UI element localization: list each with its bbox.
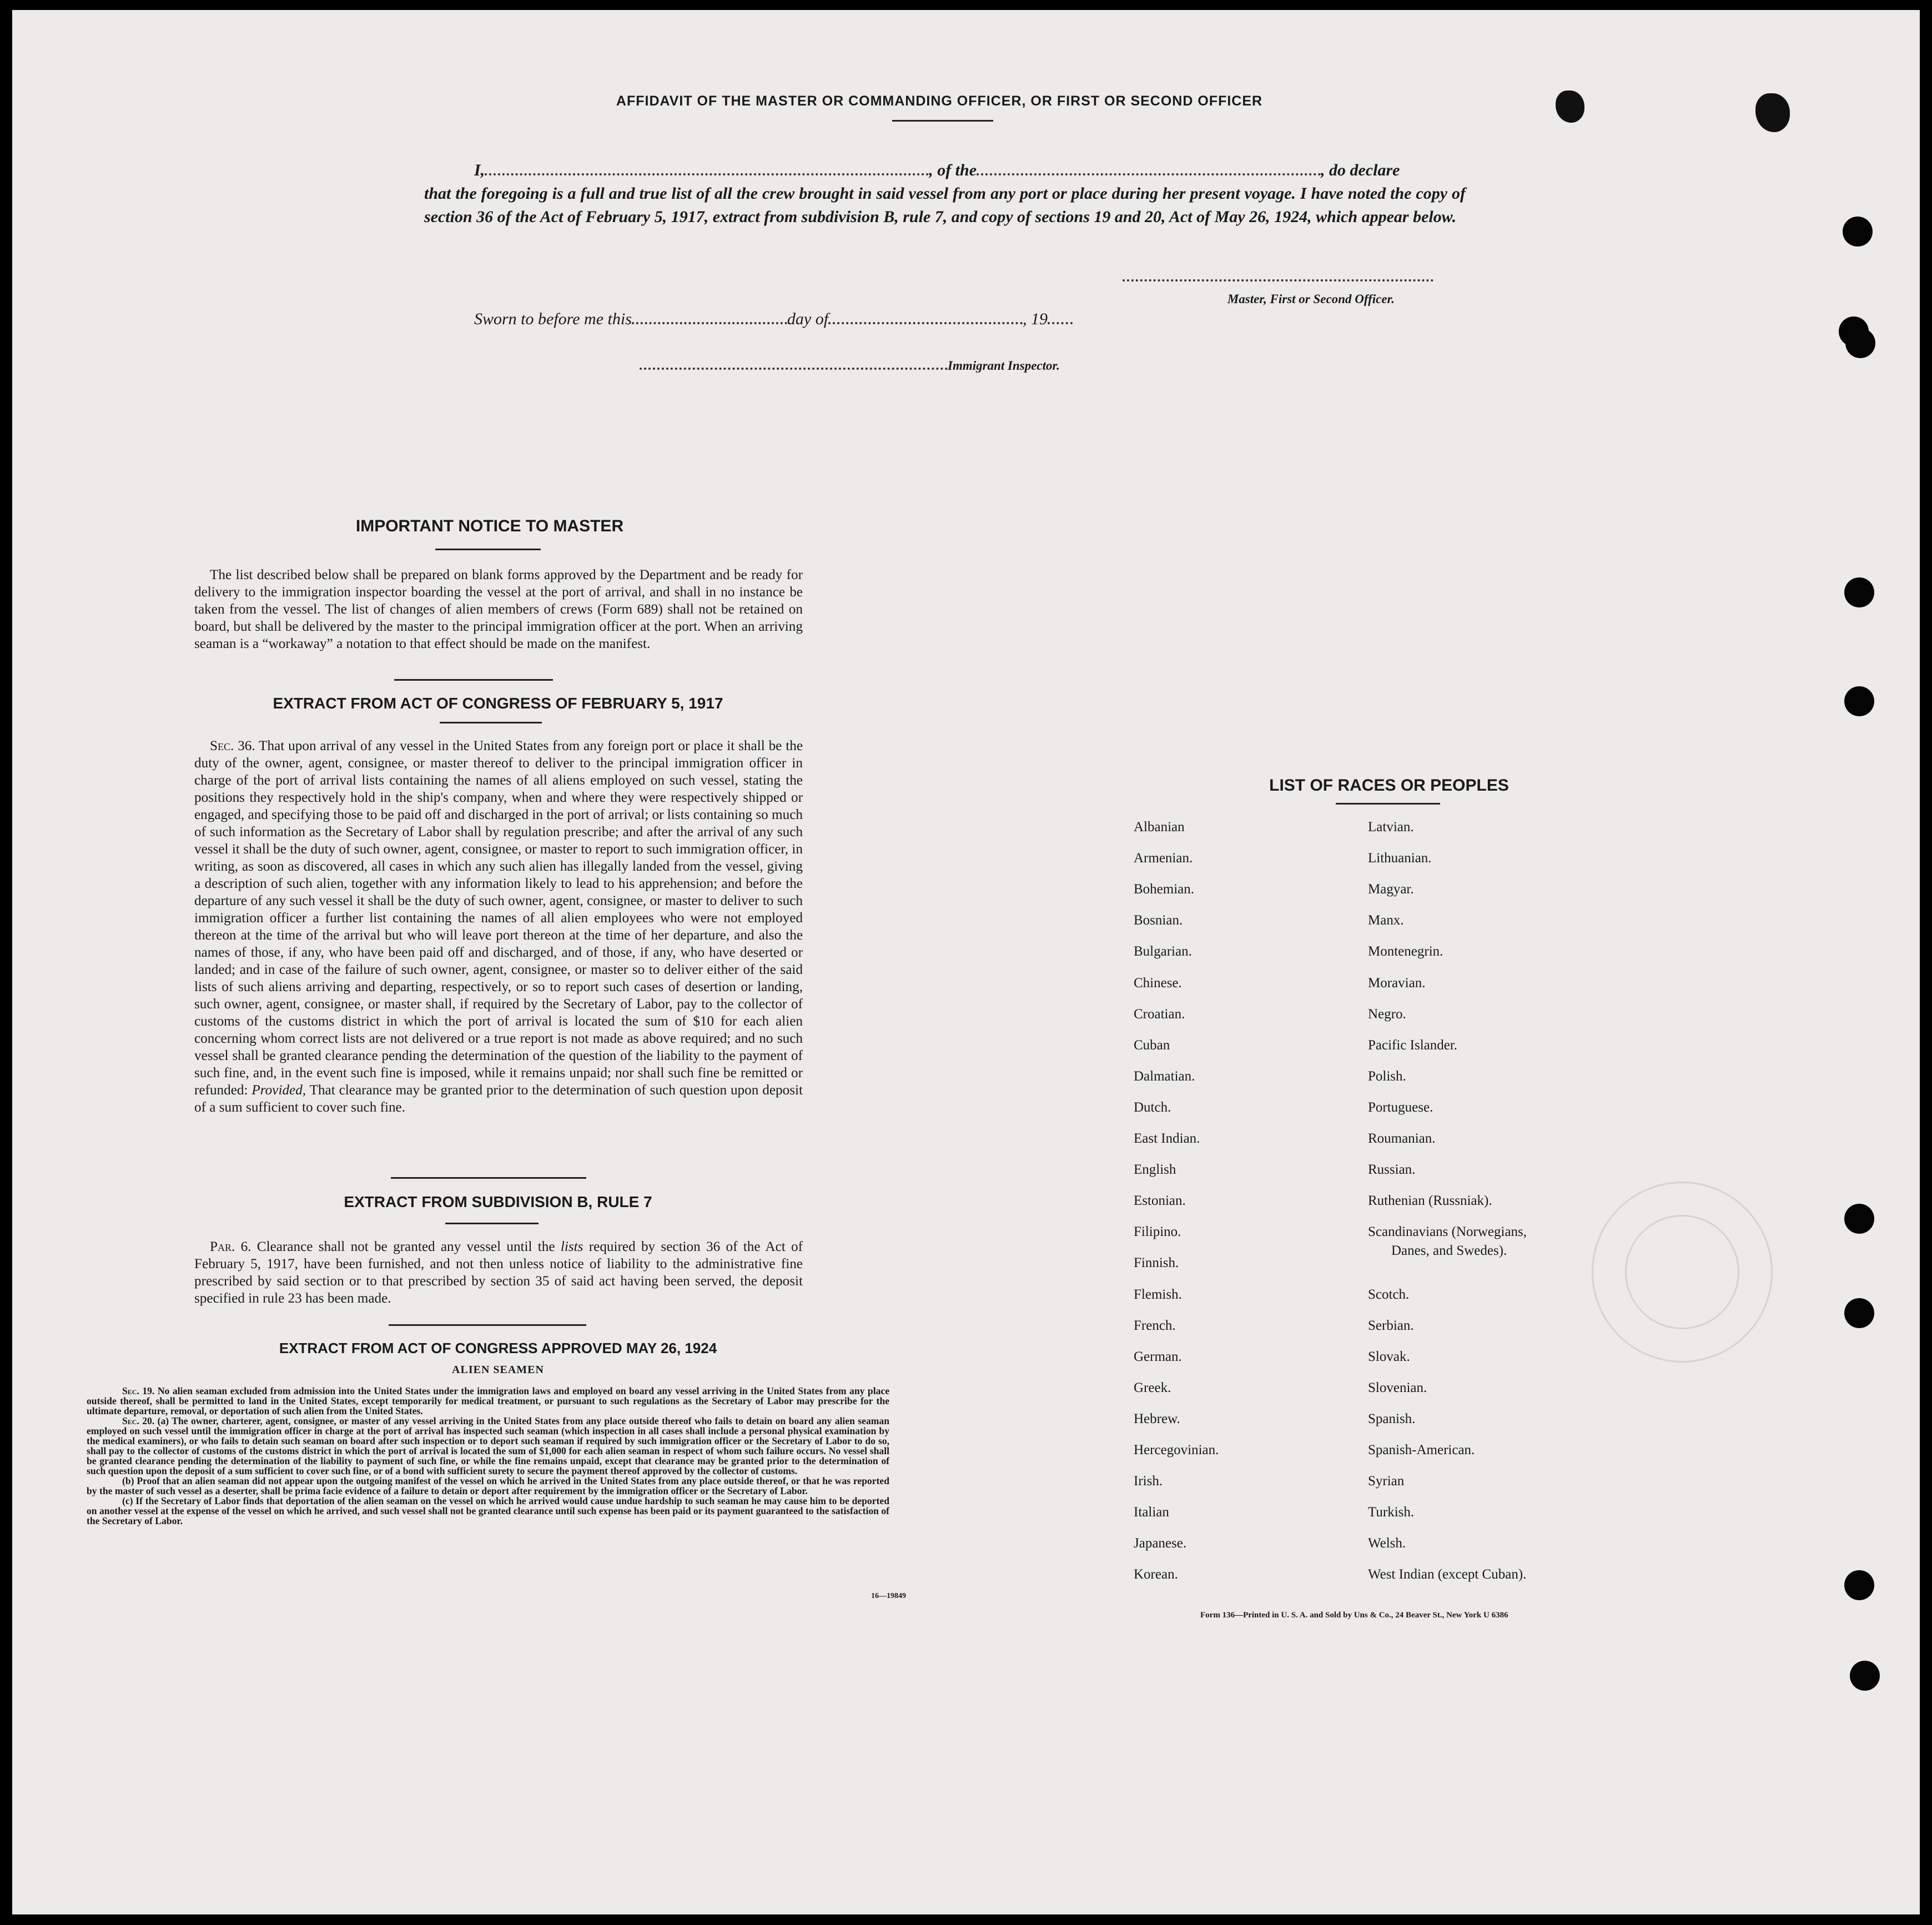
- race-item: Lithuanian.: [1368, 851, 1432, 866]
- signature-line: [1123, 279, 1433, 282]
- race-item: Bohemian.: [1134, 882, 1195, 897]
- race-item: Estonian.: [1134, 1193, 1186, 1209]
- race-item: Serbian.: [1368, 1318, 1414, 1333]
- sections-19-20-text: [87, 1386, 889, 1526]
- race-item: Magyar.: [1368, 882, 1414, 897]
- affidavit-heading: AFFIDAVIT OF THE MASTER OR COMMANDING OFFICER, OR FIRST OR SECOND OFFICER: [616, 93, 1263, 109]
- race-item: Turkish.: [1368, 1505, 1415, 1520]
- race-item: Japanese.: [1134, 1536, 1187, 1551]
- race-item: Croatian.: [1134, 1006, 1185, 1022]
- race-item: English: [1134, 1162, 1176, 1178]
- heading-rule: [892, 120, 993, 122]
- sworn-line: [474, 310, 1168, 329]
- race-item: Negro.: [1368, 1006, 1406, 1022]
- ink-blot: [1556, 91, 1584, 123]
- race-item: German.: [1134, 1349, 1182, 1364]
- punch-hole: [1844, 686, 1874, 716]
- ink-blot: [1755, 93, 1790, 132]
- punch-hole: [1845, 328, 1875, 358]
- vessel-blank: [977, 173, 1321, 175]
- sec20b-body: (b) Proof that an alien seaman did not appear upon the outgoing manifest of the vessel on which he arrived in the United States from any place outside thereof, or that he was reported by the master of such vessel as a deserter, shall be prima facie evidence of a failure to detain or deport after requirement by the immigration officer or the Secretary of Labor.: [87, 1475, 889, 1496]
- inspector-label: Immigrant Inspector.: [948, 359, 1060, 373]
- sec36-text: [194, 737, 803, 1116]
- affidavit-body: that the foregoing is a full and true list of all the crew brought in said vessel from any port or place during her present voyage. I have noted the copy of section 36 of the Act of February 5, 1917, extract from subdivision B, rule 7, and copy of sections 19 and 20, Act of May 26, 1924, which appear below.: [424, 184, 1466, 226]
- race-item: Finnish.: [1134, 1255, 1179, 1271]
- race-item: Irish.: [1134, 1474, 1163, 1489]
- race-item: Welsh.: [1368, 1536, 1406, 1551]
- race-item: Moravian.: [1368, 975, 1426, 991]
- race-item: Flemish.: [1134, 1286, 1182, 1302]
- sec19-body: No alien seaman excluded from admission into the United States under the immigration laws and employed on board any vessel arriving in the United States from any place outside thereof, shall be permitted to land in the United States, except temporarily for medical treatment, or pursuant to such regulations as the Secretary of Labor may prescribe for the ultimate departure, removal, or deportation of such alien from the United States.: [87, 1385, 890, 1416]
- alien-seamen-subheading: ALIEN SEAMEN: [452, 1364, 544, 1376]
- rule7-rule: [445, 1223, 539, 1224]
- race-item: Pacific Islander.: [1368, 1037, 1458, 1053]
- race-item: Bosnian.: [1134, 913, 1183, 928]
- race-item: Albanian: [1134, 820, 1185, 835]
- inspector-line: [640, 359, 1111, 373]
- embossed-seal-inner: [1625, 1215, 1739, 1329]
- sec36-body-end: That clearance may be granted prior to the determination of such question upon deposit of a sum sufficient to cover such fine.: [194, 1083, 803, 1115]
- extract-1917-heading: EXTRACT FROM ACT OF CONGRESS OF FEBRUARY 5, 1917: [273, 695, 723, 712]
- race-item: Bulgarian.: [1134, 944, 1192, 959]
- race-item: Spanish-American.: [1368, 1443, 1475, 1457]
- section-divider: [389, 1324, 586, 1326]
- punch-hole: [1844, 1204, 1874, 1234]
- day-of-label: day of: [787, 310, 829, 328]
- extract-1924-heading: EXTRACT FROM ACT OF CONGRESS APPROVED MAY 26, 1924: [279, 1340, 717, 1356]
- race-item: Manx.: [1368, 913, 1404, 928]
- sec20c-paragraph: [87, 1496, 889, 1526]
- race-item: Russian.: [1368, 1162, 1416, 1178]
- race-item: Montenegrin.: [1368, 944, 1443, 959]
- race-item: Korean.: [1134, 1567, 1178, 1582]
- race-item: Dalmatian.: [1134, 1068, 1195, 1084]
- race-item: Scandinavians (Norwegians,: [1368, 1224, 1527, 1240]
- race-item: Cuban: [1134, 1037, 1170, 1053]
- race-item: Spanish.: [1368, 1411, 1416, 1426]
- notice-text: [194, 566, 803, 652]
- printer-footer: Form 136—Printed in U. S. A. and Sold by Uns & Co., 24 Beaver St., New York U 6386: [1200, 1611, 1508, 1620]
- lists-word: lists: [560, 1239, 583, 1254]
- race-item: Greek.: [1134, 1380, 1171, 1395]
- race-item: Portuguese.: [1368, 1099, 1433, 1115]
- sworn-day-blank: [632, 322, 787, 324]
- sworn-prefix: Sworn to before me this: [474, 310, 632, 328]
- punch-hole: [1844, 1298, 1874, 1328]
- par6-body: Clearance shall not be granted any vessel until the: [256, 1239, 555, 1254]
- race-item: Latvian.: [1368, 820, 1414, 835]
- race-item: Ruthenian (Russniak).: [1368, 1193, 1492, 1209]
- notice-rule: [435, 549, 541, 550]
- race-item: Italian: [1134, 1505, 1169, 1520]
- punch-hole: [1844, 1570, 1874, 1600]
- par6-text: [194, 1238, 803, 1307]
- punch-hole: [1850, 1661, 1880, 1691]
- affidavit-i-prefix: I,: [474, 161, 485, 179]
- affidavit-text: [424, 159, 1466, 229]
- race-item: Slovak.: [1368, 1349, 1410, 1364]
- race-item: Armenian.: [1134, 851, 1193, 866]
- race-item: East Indian.: [1134, 1131, 1200, 1146]
- sec20b-paragraph: [87, 1476, 889, 1496]
- affidavit-of-the: , of the: [929, 161, 977, 179]
- sworn-month-blank: [828, 322, 1023, 324]
- rule7-heading: EXTRACT FROM SUBDIVISION B, RULE 7: [344, 1193, 652, 1210]
- race-item: Hebrew.: [1134, 1411, 1180, 1426]
- par6-body-end: required by section 36 of the Act of February 5, 1917, have been furnished, and not then unless notice of liability to the administrative fine prescribed by said section or to that prescribed by section 35 of said act having been served, the deposit specified in rule 23 has been made.: [194, 1239, 803, 1306]
- sec19-label: Sec. 19.: [122, 1385, 155, 1396]
- races-rule: [1336, 803, 1440, 805]
- sec36-body: That upon arrival of any vessel in the United States from any foreign port or place it shall be the duty of the owner, agent, consignee, or master thereof to deliver to the principal immigration officer in charge of the port of arrival lists containing the names of all aliens employed on such vessel, stating the positions they respectively hold in the ship's company, when and where they were respectively shipped or engaged, and specifying those to be paid off and discharged in the port of arrival; or lists containing so much of such information as the Secretary of Labor shall by regulation prescribe; and after the arrival of any such vessel it shall be the duty of such owner, agent, consignee, or master to report to such immigration officer, in writing, as soon as discovered, all cases in which any such alien has illegally landed from the vessel, giving a description of such alien, together with any information likely to lead to his apprehension; and before the departure of any such vessel it shall be the duty of such owner, agent, consignee, or master to deliver to such immigration officer a further list containing the names of all alien employees who were not employed thereon at the time of the arrival but who will leave port thereon at the time of her departure, and also the names of those, if any, who have been paid off and discharged, and of those, if any, who have deserted or landed; and in case of the failure of such owner, agent, consignee, or master so to deliver either of the said lists of such aliens arriving and departing, respectively, or so to report such cases of desertion or landing, such owner, agent, consignee, or master shall, if required by the Secretary of Labor, pay to the collector of customs of the customs district in which the port of arrival is located the sum of $10 for each alien concerning whom correct lists are not delivered or a true report is not made as above required; and no such vessel shall be granted clearance pending the determination of the question of the liability to the payment of such fine, and, in the event such fine is imposed, while it remains unpaid; nor shall such fine be remitted or refunded:: [194, 738, 803, 1098]
- sec20a-body: (a) The owner, charterer, agent, consignee, or master of any vessel arriving in the United States from any place outside thereof who fails to detain on board any alien seaman employed on such vessel until the immigration officer in charge at the port of arrival has inspected such seaman (which inspection in all cases shall include a personal physical examination by the medical examiners), or who fails to detain such seaman on board after such inspection or to deport such seaman if required by such immigration officer or the Secretary of Labor to do so, shall pay to the collector of customs of the customs district in which the port of arrival is located the sum of $1,000 for each alien seaman in respect of whom such failure occurs. No vessel shall be granted clearance pending the determination of the liability to payment of such fine, or while the fine remains unpaid, except that clearance may be granted prior to the determination of such question upon the deposit of a sum sufficient to cover such fine, or of a bond with sufficient surety to secure the payment thereof approved by the collector of customs.: [87, 1415, 889, 1476]
- sworn-year-blank: [1048, 322, 1073, 324]
- sec36-label: Sec. 36.: [210, 738, 255, 753]
- affidavit-declaration-line: [424, 159, 1466, 182]
- sec20a-paragraph: [87, 1416, 889, 1476]
- race-item: Slovenian.: [1368, 1380, 1427, 1395]
- signature-label: Master, First or Second Officer.: [1227, 292, 1395, 306]
- year-prefix: , 19: [1023, 310, 1048, 328]
- race-item: Polish.: [1368, 1068, 1406, 1084]
- race-item: Syrian: [1368, 1474, 1405, 1489]
- sec19-paragraph: [87, 1386, 889, 1416]
- race-item: Danes, and Swedes).: [1391, 1243, 1507, 1258]
- sec20c-body: (c) If the Secretary of Labor finds that deportation of the alien seaman on the vessel on which he arrived would cause undue hardship to such seaman he may cause him to be deported on another vessel at the expense of the vessel on which he arrived, and such vessel shall not be granted clearance until such expense has been paid or its payment guaranteed to the satisfaction of the Secretary of Labor.: [87, 1495, 889, 1526]
- affidavit-do-declare: , do declare: [1321, 161, 1400, 179]
- section-divider: [394, 679, 553, 681]
- notice-body: The list described below shall be prepared on blank forms approved by the Department and be ready for delivery to the immigration inspector boarding the vessel at the port of arrival, and shall in no instance be taken from the vessel. The list of changes of alien members of crews (Form 689) shall not be retained on board, but shall be delivered by the master to the principal immigration officer at the port. When an arriving seaman is a “workaway” a notation to that effect should be made on the manifest.: [194, 567, 803, 651]
- race-item: Hercegovinian.: [1134, 1443, 1219, 1457]
- race-item: Dutch.: [1134, 1099, 1171, 1115]
- race-item: French.: [1134, 1318, 1176, 1333]
- race-item: Chinese.: [1134, 975, 1182, 991]
- inspector-signature-blank: [640, 368, 948, 370]
- par6-label: Par. 6.: [210, 1239, 251, 1254]
- form-number: 16—19849: [871, 1592, 906, 1600]
- race-item: Scotch.: [1368, 1286, 1410, 1302]
- race-item: Filipino.: [1134, 1224, 1181, 1240]
- provided-word: Provided,: [251, 1083, 306, 1098]
- section-divider: [391, 1177, 586, 1179]
- sec20-label: Sec. 20.: [122, 1415, 155, 1426]
- races-heading: LIST OF RACES OR PEOPLES: [1269, 776, 1509, 795]
- document-page: [12, 10, 1920, 1914]
- punch-hole: [1844, 577, 1874, 607]
- notice-heading: IMPORTANT NOTICE TO MASTER: [355, 517, 624, 535]
- extract-1917-rule: [440, 722, 542, 723]
- punch-hole: [1843, 217, 1873, 247]
- race-item: West Indian (except Cuban).: [1368, 1567, 1527, 1582]
- name-blank: [485, 173, 929, 175]
- race-item: Roumanian.: [1368, 1131, 1436, 1146]
